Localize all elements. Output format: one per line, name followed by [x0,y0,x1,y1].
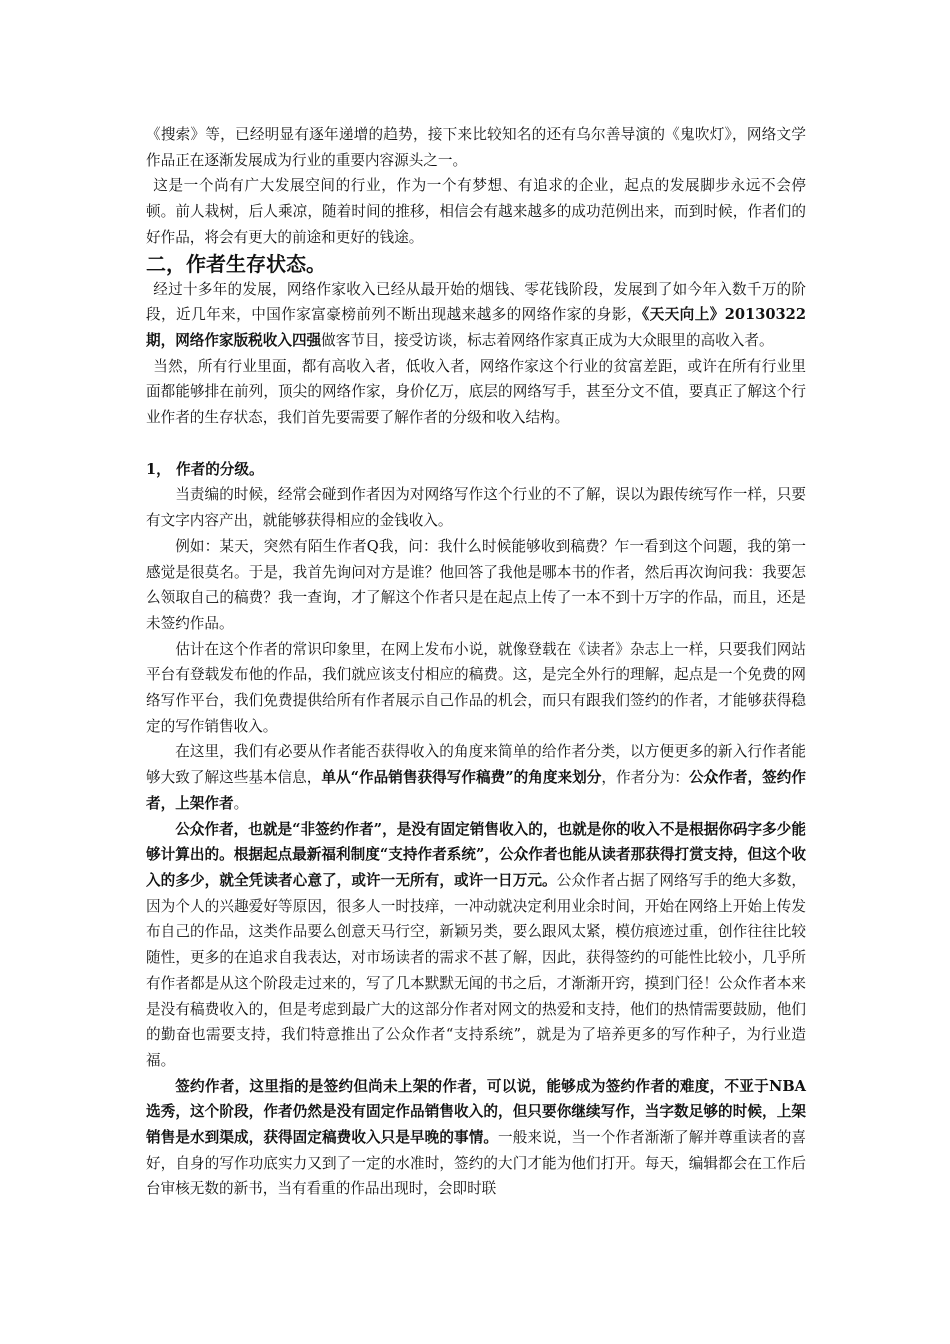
paragraph-text: 在这里，我们有必要从作者能否获得收入的角度来简单的给作者分类，以方便更多的新入行作者能够大致了解这些基本信息， [146,743,806,787]
paragraph-wealth-gap: 当然，所有行业里面，都有高收入者，低收入者，网络作家这个行业的贫富差距，或许在所有行业里面都能够排在前列，顶尖的网络作家，身价亿万，底层的网络写手，甚至分文不值，要真正了解这个行业作者的生存状态，我们首先要需要了解作者的分级和收入结构。 [146,357,806,427]
bold-text-author-types: 公众作者，签约作者，上架作者 [146,769,806,812]
paragraph-public-authors [146,817,806,1074]
bold-text-tv-show: 《天天向上》20130322期，网络作家版税收入四强 [146,306,806,349]
paragraph-text: 公众作者占据了网络写手的绝大多数，因为个人的兴趣爱好等原因，很多人一时技痒，一冲动就决定利用业余时间，开始在网络上开始上传发布自己的作品，这类作品要么创意天马行空，新颖另类，要么跟风太紧，模仿痕迹过重，创作往往比较随性，更多的在追求自我表达，对市场读者的需求不甚了解，因此，获得签约的可能性比较小，几乎所有作者都是从这个阶段走过来的，写了几本默默无闻的书之后，才渐渐开窍，摸到门径！公众作者本来是没有稿费收入的，但是考虑到最广大的这部分作者对网文的热爱和支持，他们的热情需要鼓励，他们的勤奋也需要支持，我们特意推出了公众作者“支持系统”，就是为了培养更多的写作种子，为行业造福。 [146,871,806,1069]
paragraph-classification [146,739,806,816]
bold-text-criterion: 单从“作品销售获得写作稿费”的角度来划分 [321,769,602,787]
subsection-number: 1， [146,460,171,478]
paragraph-editor-experience: 当责编的时候，经常会碰到作者因为对网络写作这个行业的不了解，误以为跟传统写作一样，只要有文字内容产出，就能够获得相应的金钱收入。 [146,486,806,530]
bold-text-signed-author-definition: 签约作者，这里指的是签约但尚未上架的作者，可以说，能够成为签约作者的难度，不亚于NBA选秀，这个阶段，作者仍然是没有固定作品销售收入的，但只要你继续写作，当字数足够的时候，上架销售是水到渠成，获得固定稿费收入只是早晚的事情。 [146,1077,806,1147]
section-heading-author-status: 二，作者生存状态。 [146,251,326,276]
paragraph-text: 做客节目，接受访谈，标志着网络作家真正成为大众眼里的高收入者。 [321,331,774,349]
paragraph-text: 一般来说，当一个作者渐渐了解并尊重读者的喜好，自身的写作功底实力又到了一定的水准时，签约的大门才能为他们打开。每天，编辑都会在工作后台审核无数的新书，当有看重的作品出现时，会即时联 [146,1129,806,1198]
document-page [146,122,806,1202]
paragraph-author-income [146,277,806,354]
paragraph-misunderstanding: 估计在这个作者的常识印象里，在网上发布小说，就像登载在《读者》杂志上一样，只要我们网站平台有登载发布他的作品，我们就应该支付相应的稿费。这，是完全外行的理解，起点是一个免费的网络写作平台，我们免费提供给所有作者展示自己作品的机会，而只有跟我们签约的作者，才能够获得稳定的写作销售收入。 [146,640,806,735]
bold-text-public-author-definition: 公众作者，也就是“非签约作者”，是没有固定销售收入的，也就是你的收入不是根据你码字多少能够计算出的。根据起点最新福利制度“支持作者系统”，公众作者也能从读者那获得打赏支持，但这个收入的多少，就全凭读者心意了，或许一无所有，或许一日万元。 [146,820,806,889]
subsection-title: 作者的分级。 [176,460,264,478]
paragraph-intro-continued: 《搜索》等，已经明显有逐年递增的趋势，接下来比较知名的还有乌尔善导演的《鬼吹灯》，网络文学作品正在逐渐发展成为行业的重要内容源头之一。 [146,126,806,169]
subsection-heading-author-levels [146,457,806,483]
paragraph-text: 。 [233,794,249,812]
paragraph-example: 例如：某天，突然有陌生作者Q我，问：我什么时候能够收到稿费？乍一看到这个问题，我的第一感觉是很莫名。于是，我首先询问对方是谁？他回答了我他是哪本书的作者，然后再次询问我：我要怎么领取自己的稿费？我一查询，才了解这个作者只是在起点上传了一本不到十万字的作品，而且，还是未签约作品。 [146,537,806,632]
paragraph-signed-authors [146,1074,806,1203]
paragraph-text: 经过十多年的发展，网络作家收入已经从最开始的烟钱、零花钱阶段，发展到了如今年入数千万的阶段，近几年来，中国作家富豪榜前列不断出现越来越多的网络作家的身影， [146,280,806,324]
paragraph-text: ，作者分为： [601,769,690,787]
paragraph-industry-outlook: 这是一个尚有广大发展空间的行业，作为一个有梦想、有追求的企业，起点的发展脚步永远不会停顿。前人栽树，后人乘凉，随着时间的推移，相信会有越来越多的成功范例出来，而到时候，作者们的好作品，将会有更大的前途和更好的钱途。 [146,177,806,246]
